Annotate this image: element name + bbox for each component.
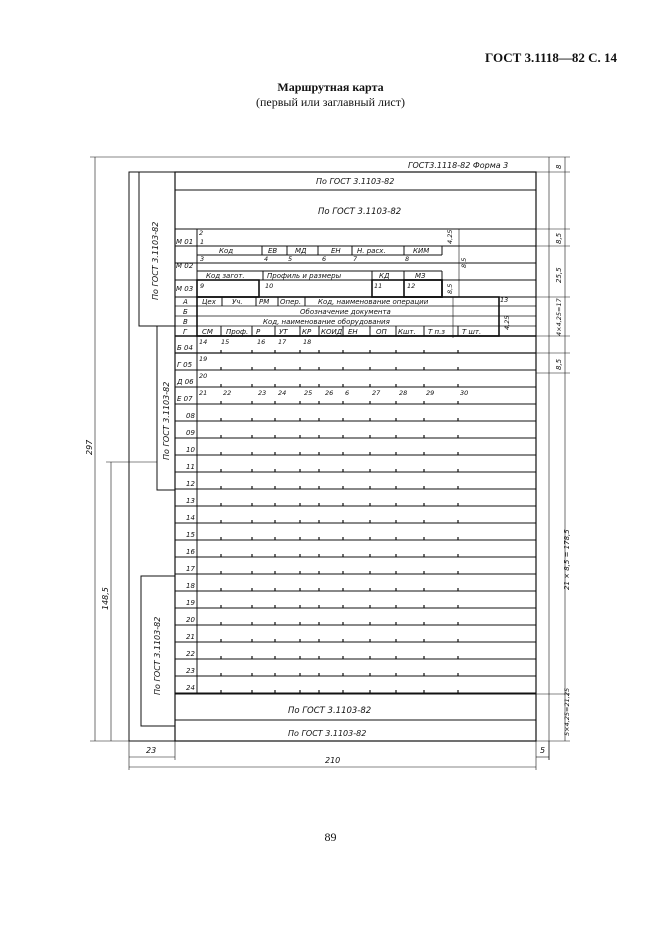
field-number: 8 — [405, 255, 410, 263]
m01-md: МД — [295, 247, 307, 255]
code-a: А — [183, 298, 188, 306]
m02-profile: Профиль и размеры — [267, 272, 342, 280]
a-ceh: Цех — [202, 298, 216, 306]
side-ref-upper: По ГОСТ 3.1103-82 — [151, 221, 160, 300]
m02-kod-zagot: Код загот. — [206, 272, 245, 280]
field-number: 20 — [199, 372, 208, 380]
page-header: ГОСТ 3.1118—82 С. 14 — [485, 50, 617, 65]
dim-half: 148,5 — [101, 587, 110, 610]
g-label: Т шт. — [462, 328, 482, 336]
field-number: 30 — [460, 389, 469, 397]
field-number: 3 — [200, 255, 205, 263]
a-rm: РМ — [259, 298, 270, 306]
v-equipment: Код, наименование оборудования — [263, 318, 390, 326]
field-number: 17 — [278, 338, 287, 346]
line-number: 13 — [186, 497, 195, 505]
m01-en: ЕН — [331, 247, 341, 255]
gost-ref-bottom: По ГОСТ 3.1103-82 — [288, 706, 372, 716]
field-number: 7 — [353, 255, 358, 263]
line-number: 16 — [186, 548, 195, 556]
code-m02: М 02 — [176, 262, 194, 270]
field-number: 4 — [264, 255, 269, 263]
field-number: 6 — [345, 389, 350, 397]
g-label: СМ — [202, 328, 213, 336]
line-number: Д 06 — [177, 378, 194, 386]
dim-rows4: 4×4,25=17 — [555, 298, 563, 336]
dim-bottom: 5×4,25=21,25 — [563, 687, 571, 736]
g-label: КОИД — [321, 328, 343, 336]
field-number: 2 — [199, 229, 204, 237]
field-number: 25 — [304, 389, 313, 397]
line-number: 19 — [186, 599, 195, 607]
gost-ref-top: По ГОСТ 3.1103-82 — [316, 177, 395, 186]
field-number: 19 — [199, 355, 208, 363]
line-number: 14 — [186, 514, 195, 522]
dimension-lines — [90, 157, 570, 770]
line-number: 11 — [186, 463, 195, 471]
line-number: 21 — [186, 633, 195, 641]
field-number: 23 — [258, 389, 267, 397]
field-number: 10 — [265, 282, 274, 290]
code-b: Б — [183, 308, 188, 316]
field-number: 24 — [278, 389, 287, 397]
g-label: Проф. — [226, 328, 249, 336]
field-number: 12 — [407, 282, 416, 290]
field-number: 21 — [199, 389, 208, 397]
code-v: В — [183, 318, 188, 326]
dim-m-row3: 8,5 — [446, 283, 454, 294]
field-number: 11 — [374, 282, 383, 290]
line-number: 24 — [186, 684, 195, 692]
m01-ev: ЕВ — [268, 247, 278, 255]
page-number: 89 — [324, 830, 337, 844]
field-number: 26 — [325, 389, 334, 397]
field-number: 14 — [199, 338, 208, 346]
g-label: ЕН — [348, 328, 358, 336]
dim-width: 210 — [325, 756, 341, 765]
dim-left-margin: 23 — [146, 746, 157, 755]
g-label: Р — [256, 328, 261, 336]
field-number: 16 — [257, 338, 266, 346]
g-label: Т п.з — [428, 328, 446, 336]
a-oper: Опер. — [280, 298, 302, 306]
line-number: 18 — [186, 582, 195, 590]
m02-mz: МЗ — [415, 272, 426, 280]
dim-top-band: 8 — [555, 164, 563, 169]
page-subtitle: (первый или заглавный лист) — [256, 95, 405, 109]
line-number: 12 — [186, 480, 195, 488]
m01-kim: КИМ — [413, 247, 430, 255]
page-title: Маршрутная карта — [277, 80, 384, 94]
field-number: 9 — [200, 282, 205, 290]
line-number: 23 — [186, 667, 195, 675]
field-number: 13 — [500, 296, 509, 304]
line-number: 10 — [186, 446, 195, 454]
g-label: ОП — [376, 328, 387, 336]
line-number: 08 — [186, 412, 195, 420]
line-number: 09 — [186, 429, 195, 437]
code-m01: М 01 — [176, 238, 194, 246]
m01-kod: Код — [219, 247, 234, 255]
m01-nrash: Н. расх. — [357, 247, 386, 255]
line-number: 20 — [186, 616, 195, 624]
line-number: Е 07 — [177, 395, 193, 403]
g-label: Кшт. — [398, 328, 416, 336]
field-number: 1 — [200, 238, 205, 246]
code-m03: М 03 — [176, 285, 194, 293]
line-number: 22 — [186, 650, 195, 658]
line-number: 17 — [186, 565, 195, 573]
dim-right-margin: 5 — [540, 746, 546, 755]
g-row-labels — [202, 328, 481, 336]
line-number: 15 — [186, 531, 195, 539]
field-number: 15 — [221, 338, 230, 346]
dim-row85: 8,5 — [555, 232, 563, 244]
dim-body: 21 × 8,5 = 178,5 — [563, 529, 571, 590]
dim-ae-row: 4,25 — [503, 315, 511, 330]
body-rows — [175, 350, 536, 693]
line-number: Б 04 — [177, 344, 193, 352]
dim-m-row2: 8,5 — [460, 257, 468, 268]
field-number: 6 — [322, 255, 327, 263]
line-numbers — [176, 344, 195, 692]
g-label: КР — [302, 328, 312, 336]
g-label: УТ — [279, 328, 288, 336]
field-number: 22 — [223, 389, 232, 397]
form-label: ГОСТ3.1118-82 Форма 3 — [408, 161, 509, 170]
m02-kd: КД — [379, 272, 390, 280]
gost-ref-header: По ГОСТ 3.1103-82 — [318, 207, 402, 217]
a-kod-oper: Код, наименование операции — [318, 298, 429, 306]
field-number: 18 — [303, 338, 312, 346]
dim-m-row: 4,25 — [446, 229, 454, 244]
side-ref-lower: По ГОСТ 3.1103-82 — [153, 616, 162, 695]
dim-rows25: 25,5 — [555, 267, 563, 283]
field-number: 5 — [288, 255, 293, 263]
field-number: 27 — [372, 389, 381, 397]
dim-line85: 8,5 — [555, 358, 563, 370]
field-number: 28 — [399, 389, 408, 397]
field-number: 29 — [426, 389, 435, 397]
side-ref-middle: По ГОСТ 3.1103-82 — [162, 381, 171, 460]
code-g: Г — [183, 328, 187, 336]
a-uch: Уч. — [232, 298, 243, 306]
b-doc: Обозначение документа — [300, 308, 391, 316]
gost-ref-footer: По ГОСТ 3.1103-82 — [288, 729, 367, 738]
line-number: Г 05 — [177, 361, 193, 369]
dim-height: 297 — [85, 439, 94, 455]
